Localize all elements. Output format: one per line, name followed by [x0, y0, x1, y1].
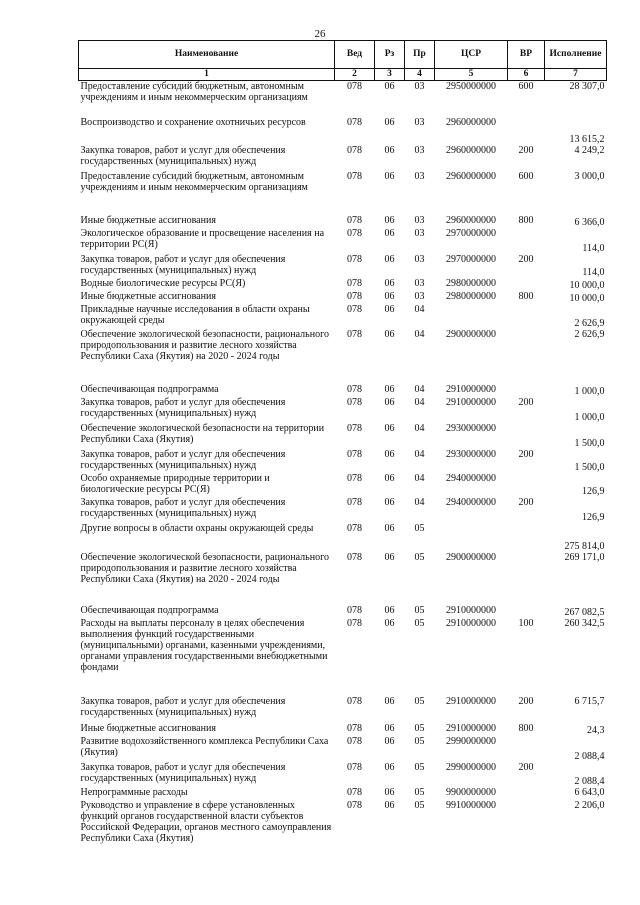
colnum-7: 7 — [545, 69, 607, 81]
row-csr: 9910000000 — [446, 799, 496, 811]
table-row — [79, 618, 607, 696]
row-amount: 1 000,0 — [574, 411, 605, 423]
table-row — [79, 736, 607, 762]
row-csr: 2960000000 — [446, 170, 496, 182]
row-amount: 10 000,0 — [569, 292, 605, 304]
row-amount: 10 000,0 — [569, 279, 605, 291]
row-vr: 200 — [518, 144, 534, 156]
row-rz: 06 — [384, 422, 395, 434]
row-name: Закупка товаров, работ и услуг для обеспечения государственных (муниципальных) нужд — [80, 144, 286, 167]
row-rz: 06 — [384, 786, 395, 798]
row-ved: 078 — [347, 144, 362, 156]
row-name: Закупка товаров, работ и услуг для обеспечения государственных (муниципальных) нужд — [80, 396, 286, 419]
row-vr: 200 — [518, 396, 534, 408]
row-vr — [508, 423, 545, 449]
table-row — [79, 291, 607, 304]
row-csr: 2980000000 — [446, 290, 496, 302]
row-name: Предоставление субсидий бюджетным, автономным учреждениям и иным некоммерческим организациям — [80, 170, 308, 193]
row-csr: 2930000000 — [446, 422, 496, 434]
row-amount: 126,9 — [582, 485, 605, 497]
row-rz: 06 — [384, 551, 395, 563]
row-rz: 06 — [384, 695, 395, 707]
row-csr: 2910000000 — [446, 396, 496, 408]
row-pr: 05 — [414, 522, 425, 534]
table-row — [79, 449, 607, 473]
row-ved: 078 — [347, 290, 362, 302]
row-csr: 2910000000 — [446, 617, 496, 629]
row-csr: 2970000000 — [446, 227, 496, 239]
table-row — [79, 523, 607, 552]
row-csr: 2900000000 — [446, 551, 496, 563]
row-ved: 078 — [347, 81, 362, 92]
row-vr — [508, 117, 545, 145]
row-vr — [508, 384, 545, 397]
row-name: Предоставление субсидий бюджетным, автономным учреждениям и иным некоммерческим организациям — [80, 81, 308, 103]
row-vr — [508, 787, 545, 800]
row-rz: 06 — [384, 170, 395, 182]
row-name: Закупка товаров, работ и услуг для обеспечения государственных (муниципальных) нужд — [80, 253, 286, 276]
row-amount: 1 000,0 — [574, 385, 605, 397]
row-name: Закупка товаров, работ и услуг для обеспечения государственных (муниципальных) нужд — [80, 695, 286, 718]
row-ved: 078 — [347, 277, 362, 289]
row-ved: 078 — [347, 472, 362, 484]
table-row — [79, 473, 607, 497]
row-pr: 03 — [414, 144, 425, 156]
row-rz: 06 — [384, 383, 395, 395]
row-vr — [508, 278, 545, 291]
table-row — [79, 384, 607, 397]
table-row — [79, 171, 607, 215]
table-row — [79, 800, 607, 852]
row-vr — [508, 473, 545, 497]
table-row — [79, 723, 607, 736]
row-vr: 600 — [518, 81, 534, 92]
page-number: 26 — [314, 28, 326, 40]
table-row — [79, 81, 607, 117]
row-vr — [508, 228, 545, 254]
row-csr: 2960000000 — [446, 116, 496, 128]
row-ved: 078 — [347, 496, 362, 508]
row-amount: 2 206,0 — [574, 799, 605, 811]
row-rz: 06 — [384, 472, 395, 484]
header-csr: ЦСР — [435, 41, 508, 69]
row-ved: 078 — [347, 227, 362, 239]
row-name: Закупка товаров, работ и услуг для обеспечения государственных (муниципальных) нужд — [80, 761, 286, 784]
row-ved: 078 — [347, 253, 362, 265]
row-amount: 2 088,4 — [574, 750, 605, 762]
row-pr: 03 — [414, 227, 425, 239]
row-ved: 078 — [347, 522, 362, 534]
row-pr: 03 — [414, 290, 425, 302]
row-rz: 06 — [384, 214, 395, 226]
table-row — [79, 552, 607, 605]
table-row — [79, 228, 607, 254]
row-amount: 260 342,5 — [564, 617, 605, 629]
row-vr — [508, 304, 545, 329]
row-pr: 05 — [414, 761, 425, 773]
row-rz: 06 — [384, 227, 395, 239]
row-name: Обеспечение экологической безопасности, рационального природопользования и развитие лесного хозяйства Республики Саха (Якутия) на 2020 - 2024 годы — [80, 551, 329, 585]
row-pr: 03 — [414, 170, 425, 182]
row-csr: 2960000000 — [446, 144, 496, 156]
row-rz: 06 — [384, 735, 395, 747]
row-ved: 078 — [347, 170, 362, 182]
colnum-6: 6 — [508, 69, 545, 81]
row-ved: 078 — [347, 448, 362, 460]
row-vr: 200 — [518, 695, 534, 707]
row-name: Обеспечение экологической безопасности, рационального природопользования и развитие лесного хозяйства Республики Саха (Якутия) на 2020 - 2024 годы — [80, 328, 329, 362]
row-pr: 04 — [414, 303, 425, 315]
row-name: Иные бюджетные ассигнования — [80, 722, 216, 734]
row-pr: 05 — [414, 799, 425, 811]
row-amount: 1 500,0 — [574, 437, 605, 449]
row-rz: 06 — [384, 761, 395, 773]
row-rz: 06 — [384, 799, 395, 811]
header-rz: Рз — [375, 41, 405, 69]
header-name: Наименование — [79, 41, 335, 69]
row-amount: 114,0 — [582, 266, 605, 278]
row-amount: 269 171,0 — [564, 551, 605, 563]
row-amount: 3 000,0 — [574, 170, 605, 182]
table-body — [79, 81, 607, 852]
row-pr: 03 — [414, 81, 425, 92]
header-vr: ВР — [508, 41, 545, 69]
header-pr: Пр — [405, 41, 435, 69]
row-csr: 2910000000 — [446, 722, 496, 734]
row-amount: 13 615,2 — [569, 133, 605, 145]
table-row — [79, 304, 607, 329]
row-pr: 05 — [414, 786, 425, 798]
row-name: Непрограммные расходы — [80, 786, 188, 798]
row-amount: 1 500,0 — [574, 461, 605, 473]
budget-table — [78, 40, 607, 852]
row-vr — [508, 552, 545, 605]
row-vr: 200 — [518, 448, 534, 460]
row-ved: 078 — [347, 328, 362, 340]
row-csr: 9900000000 — [446, 786, 496, 798]
table-row — [79, 215, 607, 228]
row-name: Обеспечивающая подпрограмма — [80, 383, 219, 395]
row-amount: 4 249,2 — [574, 144, 605, 156]
row-csr — [435, 304, 508, 329]
table-row — [79, 497, 607, 523]
row-name: Экологическое образование и просвещение населения на территории РС(Я) — [80, 227, 325, 250]
row-amount: 6 715,7 — [574, 695, 605, 707]
row-name: Особо охраняемые природные территории и биологические ресурсы РС(Я) — [80, 472, 270, 495]
row-pr: 05 — [414, 617, 425, 629]
table-row — [79, 397, 607, 423]
row-amount: 2 088,4 — [574, 775, 605, 787]
row-name: Другие вопросы в области охраны окружающей среды — [80, 522, 314, 534]
row-name: Расходы на выплаты персоналу в целях обеспечения выполнения функций государственными (муниципальными) органами, казенными учреждениями, органами управления государственными внебюджетными фондами — [80, 617, 328, 673]
row-name: Развитие водохозяйственного комплекса Республики Саха (Якутия) — [80, 735, 329, 758]
row-amount: 2 626,9 — [574, 317, 605, 329]
row-csr: 2950000000 — [446, 81, 496, 92]
row-vr: 600 — [518, 170, 534, 182]
colnum-4: 4 — [405, 69, 435, 81]
row-rz: 06 — [384, 496, 395, 508]
table-row — [79, 696, 607, 723]
row-ved: 078 — [347, 786, 362, 798]
row-pr: 05 — [414, 722, 425, 734]
row-amount: 114,0 — [582, 242, 605, 254]
row-pr: 03 — [414, 277, 425, 289]
row-rz: 06 — [384, 722, 395, 734]
row-amount: 2 626,9 — [574, 328, 605, 340]
header-amount: Исполнение — [545, 41, 607, 69]
row-csr: 2980000000 — [446, 277, 496, 289]
row-pr: 04 — [414, 472, 425, 484]
row-pr: 04 — [414, 448, 425, 460]
row-ved: 078 — [347, 722, 362, 734]
row-name: Воспроизводство и сохранение охотничьих ресурсов — [80, 116, 306, 128]
row-pr: 04 — [414, 422, 425, 434]
row-csr: 2930000000 — [446, 448, 496, 460]
row-name: Закупка товаров, работ и услуг для обеспечения государственных (муниципальных) нужд — [80, 496, 286, 519]
table-row — [79, 329, 607, 384]
row-name: Водные биологические ресурсы РС(Я) — [80, 277, 246, 289]
row-name: Иные бюджетные ассигнования — [80, 214, 216, 226]
row-ved: 078 — [347, 761, 362, 773]
row-vr — [508, 329, 545, 384]
row-pr: 03 — [414, 253, 425, 265]
row-rz: 06 — [384, 448, 395, 460]
row-csr: 2990000000 — [446, 735, 496, 747]
row-rz: 06 — [384, 290, 395, 302]
table-row — [79, 145, 607, 171]
table-row — [79, 787, 607, 800]
table-row — [79, 278, 607, 291]
row-amount: 28 307,0 — [569, 81, 605, 92]
row-rz: 06 — [384, 604, 395, 616]
row-ved: 078 — [347, 383, 362, 395]
row-name: Иные бюджетные ассигнования — [80, 290, 216, 302]
colnum-5: 5 — [435, 69, 508, 81]
table-row — [79, 605, 607, 618]
row-amount: 267 082,5 — [564, 606, 605, 618]
row-vr — [508, 800, 545, 852]
row-pr: 05 — [414, 551, 425, 563]
row-pr: 04 — [414, 396, 425, 408]
row-vr: 800 — [518, 290, 534, 302]
row-rz: 06 — [384, 617, 395, 629]
row-vr: 800 — [518, 722, 534, 734]
row-rz: 06 — [384, 277, 395, 289]
row-ved: 078 — [347, 396, 362, 408]
row-pr: 05 — [414, 735, 425, 747]
row-rz: 06 — [384, 81, 395, 92]
row-name: Закупка товаров, работ и услуг для обеспечения государственных (муниципальных) нужд — [80, 448, 286, 471]
row-ved: 078 — [347, 214, 362, 226]
row-pr: 04 — [414, 383, 425, 395]
row-vr — [508, 523, 545, 552]
row-amount: 24,3 — [587, 724, 605, 736]
table-row — [79, 254, 607, 278]
row-pr: 04 — [414, 328, 425, 340]
row-ved: 078 — [347, 617, 362, 629]
table-row — [79, 117, 607, 145]
row-pr: 05 — [414, 604, 425, 616]
row-name: Прикладные научные исследования в области охраны окружающей среды — [80, 303, 310, 326]
colnum-1: 1 — [79, 69, 335, 81]
row-name: Обеспечивающая подпрограмма — [80, 604, 219, 616]
row-csr: 2970000000 — [446, 253, 496, 265]
row-csr: 2900000000 — [446, 328, 496, 340]
row-amount: 6 643,0 — [574, 786, 605, 798]
row-csr: 2960000000 — [446, 214, 496, 226]
row-rz: 06 — [384, 522, 395, 534]
row-vr: 200 — [518, 253, 534, 265]
table-row — [79, 423, 607, 449]
row-pr: 03 — [414, 116, 425, 128]
row-ved: 078 — [347, 695, 362, 707]
row-name: Руководство и управление в сфере установленных функций органов государственной власти субъектов Российской Федерации, органов местного самоуправления Республики Саха (Якутия) — [80, 799, 332, 844]
colnum-3: 3 — [375, 69, 405, 81]
row-amount: 126,9 — [582, 511, 605, 523]
row-ved: 078 — [347, 303, 362, 315]
row-rz: 06 — [384, 253, 395, 265]
row-ved: 078 — [347, 799, 362, 811]
row-vr: 100 — [518, 617, 534, 629]
header-ved: Вед — [335, 41, 375, 69]
row-csr: 2940000000 — [446, 472, 496, 484]
row-rz: 06 — [384, 396, 395, 408]
row-rz: 06 — [384, 144, 395, 156]
row-vr: 200 — [518, 496, 534, 508]
row-rz: 06 — [384, 303, 395, 315]
row-amount: 275 814,0 — [564, 540, 605, 552]
row-csr: 2910000000 — [446, 695, 496, 707]
row-csr — [435, 523, 508, 552]
row-vr: 200 — [518, 761, 534, 773]
row-vr — [508, 736, 545, 762]
row-vr — [508, 605, 545, 618]
row-pr: 03 — [414, 214, 425, 226]
row-amount: 6 366,0 — [574, 216, 605, 228]
row-ved: 078 — [347, 422, 362, 434]
colnum-2: 2 — [335, 69, 375, 81]
row-vr: 800 — [518, 214, 534, 226]
row-rz: 06 — [384, 328, 395, 340]
row-pr: 05 — [414, 695, 425, 707]
row-ved: 078 — [347, 604, 362, 616]
row-csr: 2910000000 — [446, 383, 496, 395]
row-ved: 078 — [347, 551, 362, 563]
row-pr: 04 — [414, 496, 425, 508]
row-rz: 06 — [384, 116, 395, 128]
row-ved: 078 — [347, 116, 362, 128]
row-name: Обеспечение экологической безопасности на территории Республики Саха (Якутия) — [80, 422, 325, 445]
row-csr: 2940000000 — [446, 496, 496, 508]
row-ved: 078 — [347, 735, 362, 747]
table-row — [79, 762, 607, 787]
row-csr: 2910000000 — [446, 604, 496, 616]
row-csr: 2990000000 — [446, 761, 496, 773]
